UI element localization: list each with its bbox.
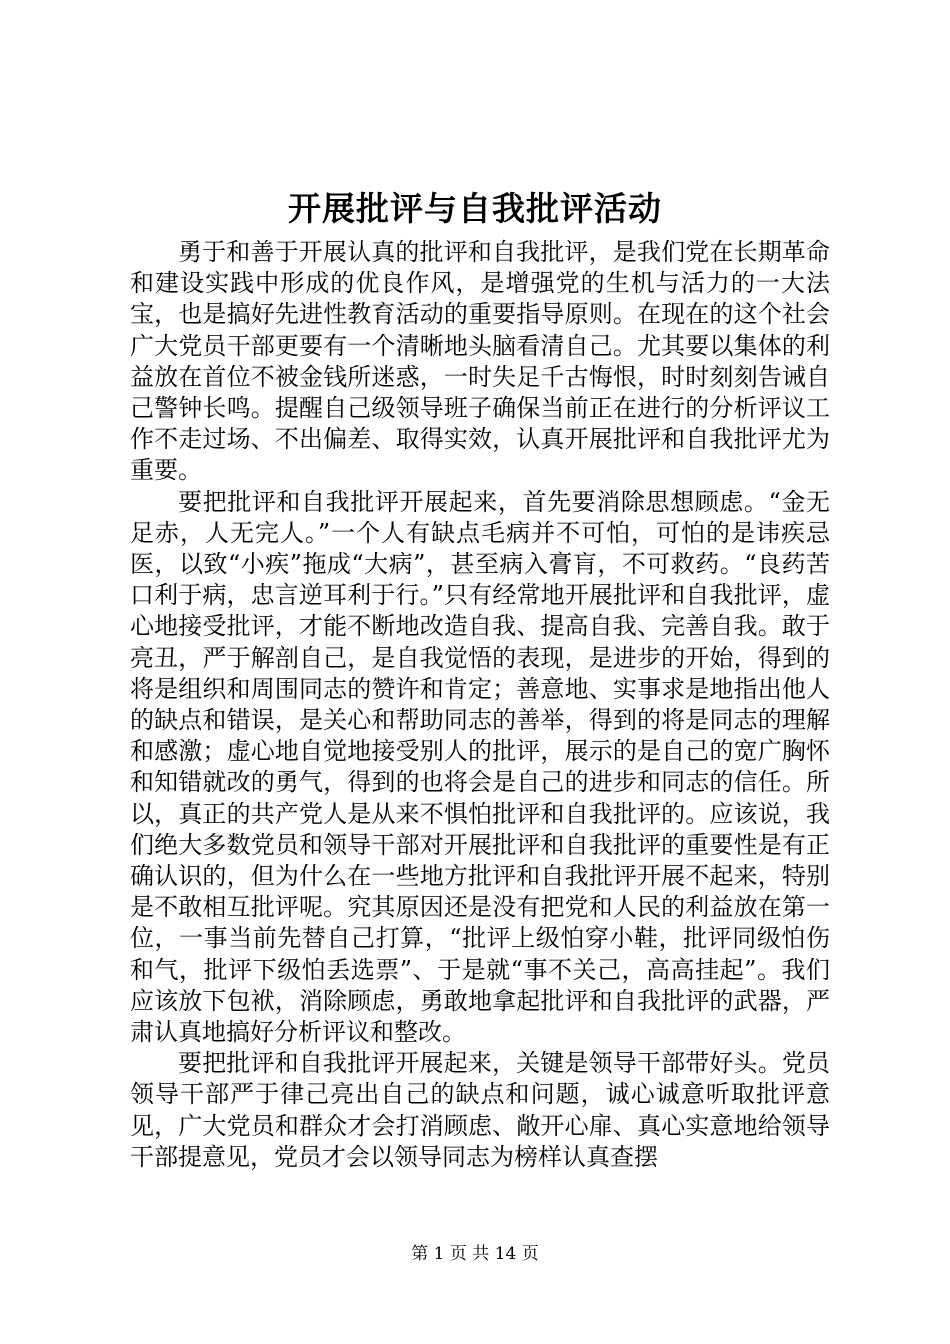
document-title: 开展批评与自我批评活动 bbox=[288, 189, 662, 228]
paragraph-2: 要把批评和自我批评开展起来，首先要消除思想顾虑。“金无足赤，人无完人。”一个人有缺点毛病并不可怕，可怕的是讳疾忌医，以致“小疾”拖成“大病”，甚至病入膏肓，不可救药。“良药苦口利于病，忠言逆耳利于行。”只有经常地开展批评和自我批评，虚心地接受批评，才能不断地改造自我、提高自我、完善自我。敢于亮丑，严于解剖自己，是自我觉悟的表现，是进步的开始，得到的将是组织和周围同志的赞许和肯定；善意地、实事求是地指出他人的缺点和错误，是关心和帮助同志的善举，得到的将是同志的理解和感激；虚心地自觉地接受别人的批评，展示的是自己的宽广胸怀和知错就改的勇气，得到的也将会是自己的进步和同志的信任。所以，真正的共产党人是从来不惧怕批评和自我批评的。应该说，我们绝大多数党员和领导干部对开展批评和自我批评的重要性是有正确认识的，但为什么在一些地方批评和自我批评开展不起来，特别是不敢相互批评呢。究其原因还是没有把党和人民的利益放在第一位，一事当前先替自己打算，“批评上级怕穿小鞋，批评同级怕伤和气，批评下级怕丢选票”、于是就“事不关己，高高挂起”。我们应该放下包袱，消除顾虑，勇敢地拿起批评和自我批评的武器，严肃认真地搞好分析评议和整改。 bbox=[130, 487, 830, 1047]
document-body bbox=[130, 237, 830, 1173]
paragraph-3: 要把批评和自我批评开展起来，关键是领导干部带好头。党员领导干部严于律己亮出自己的缺点和问题，诚心诚意听取批评意见，广大党员和群众才会打消顾虑、敞开心扉、真心实意地给领导干部提意见，党员才会以领导同志为榜样认真查摆 bbox=[130, 1049, 830, 1171]
paragraph-1: 勇于和善于开展认真的批评和自我批评，是我们党在长期革命和建设实践中形成的优良作风，是增强党的生机与活力的一大法宝，也是搞好先进性教育活动的重要指导原则。在现在的这个社会广大党员干部更要有一个清晰地头脑看清自己。尤其要以集体的利益放在首位不被金钱所迷惑，一时失足千古悔恨，时时刻刻告诫自己警钟长鸣。提醒自己级领导班子确保当前正在进行的分析评议工作不走过场、不出偏差、取得实效，认真开展批评和自我批评尤为重要。 bbox=[130, 238, 830, 485]
page-number-footer: 第 1 页 共 14 页 bbox=[411, 1244, 539, 1264]
